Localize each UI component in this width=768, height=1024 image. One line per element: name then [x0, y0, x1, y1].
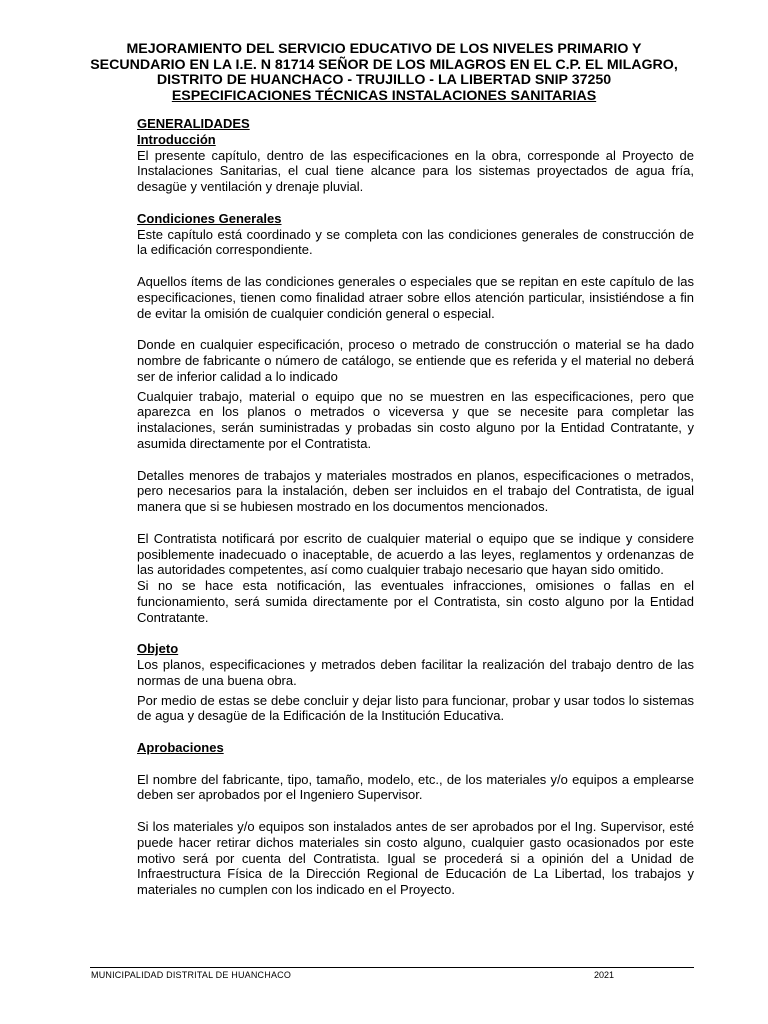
- paragraph-condiciones-6: El Contratista notificará por escrito de cualquier material o equipo que se indique y considere posiblemente inadecuado o inaceptable, de acuerdo a las leyes, reglamentos y ordenanzas de las autoridades competentes, así como cualquier trabajo necesario que hayan sido omitido.: [137, 530, 694, 578]
- footer-year: 2021: [594, 970, 615, 980]
- paragraph-aprobaciones-1: El nombre del fabricante, tipo, tamaño, modelo, etc., de los materiales y/o equipos a emplearse deben ser aprobados por el Ingeniero Supervisor.: [137, 771, 694, 803]
- paragraph-condiciones-1: Este capítulo está coordinado y se completa con las condiciones generales de construcción de la edificación correspondiente.: [137, 226, 694, 258]
- footer-divider: [90, 967, 694, 968]
- paragraph-condiciones-4: Cualquier trabajo, material o equipo que no se muestren en las especificaciones, pero que aparezca en los planos o metrados o viceversa y que se necesite para completar las instalaciones, serán suministradas y probadas sin costo alguno por la Entidad Contratante, y asumida directamente por el Contratista.: [137, 388, 694, 451]
- section-heading-objeto: Objeto: [137, 641, 179, 657]
- paragraph-condiciones-7: Si no se hace esta notificación, las eventuales infracciones, omisiones o fallas en el funcionamiento, será sumida directamente por el Contratista, sin costo alguno por la Entidad Contratante.: [137, 578, 694, 625]
- paragraph-condiciones-2: Aquellos ítems de las condiciones generales o especiales que se repitan en este capítulo de las especificaciones, tienen como finalidad atraer sobre ellos atención particular, insistiéndose a fin de evitar la omisión de cualquier condición general o especial.: [137, 273, 694, 321]
- document-body: [137, 116, 694, 898]
- title-line-3: DISTRITO DE HUANCHACO - TRUJILLO - LA LIBERTAD SNIP 37250: [156, 72, 612, 88]
- paragraph-condiciones-5: Detalles menores de trabajos y materiales mostrados en planos, especificaciones o metrados, pero necesarios para la instalación, deben ser incluidos en el trabajo del Contratista, de igual manera que si se hubiesen mostrado en los documentos mencionados.: [137, 467, 694, 515]
- title-line-1: MEJORAMIENTO DEL SERVICIO EDUCATIVO DE LOS NIVELES PRIMARIO Y: [126, 41, 642, 57]
- paragraph-objeto-1: Los planos, especificaciones y metrados deben facilitar la realización del trabajo dentro de las normas de una buena obra.: [137, 657, 694, 688]
- document-subtitle: ESPECIFICACIONES TÉCNICAS INSTALACIONES SANITARIAS: [171, 87, 597, 104]
- footer-organization: MUNICIPALIDAD DISTRITAL DE HUANCHACO: [91, 970, 292, 980]
- document-header: [80, 42, 688, 104]
- paragraph-introduccion: El presente capítulo, dentro de las especificaciones en la obra, corresponde al Proyecto de Instalaciones Sanitarias, el cual tiene alcance para los sistemas proyectados de agua fría, desagüe y ventilación y drenaje pluvial.: [137, 147, 694, 195]
- section-heading-generalidades: GENERALIDADES: [137, 116, 250, 131]
- title-line-2: SECUNDARIO EN LA I.E. N 81714 SEÑOR DE LOS MILAGROS EN EL C.P. EL MILAGRO,: [90, 56, 678, 73]
- paragraph-aprobaciones-2: Si los materiales y/o equipos son instalados antes de ser aprobados por el Ing. Supervisor, esté puede hacer retirar dichos materiales sin costo alguno, cualquier gasto ocasionados por este motivo será por cuenta del Contratista. Igual se procederá si a opinión del a Unidad de Infraestructura Física de la Dirección Regional de Educación de La Libertad, los trabajos y materiales no cumplen con los indicado en el Proyecto.: [137, 819, 694, 898]
- section-heading-aprobaciones: Aprobaciones: [137, 740, 224, 756]
- section-heading-introduccion: Introducción: [137, 131, 216, 147]
- section-heading-condiciones: Condiciones Generales: [137, 210, 282, 226]
- paragraph-condiciones-3: Donde en cualquier especificación, proceso o metrado de construcción o material se ha dado nombre de fabricante o número de catálogo, se entiende que es referida y el material no deberá ser de inferior calidad a lo indicado: [137, 337, 694, 384]
- paragraph-objeto-2: Por medio de estas se debe concluir y dejar listo para funcionar, probar y usar todos lo sistemas de agua y desagüe de la Edificación de la Institución Educativa.: [137, 692, 694, 724]
